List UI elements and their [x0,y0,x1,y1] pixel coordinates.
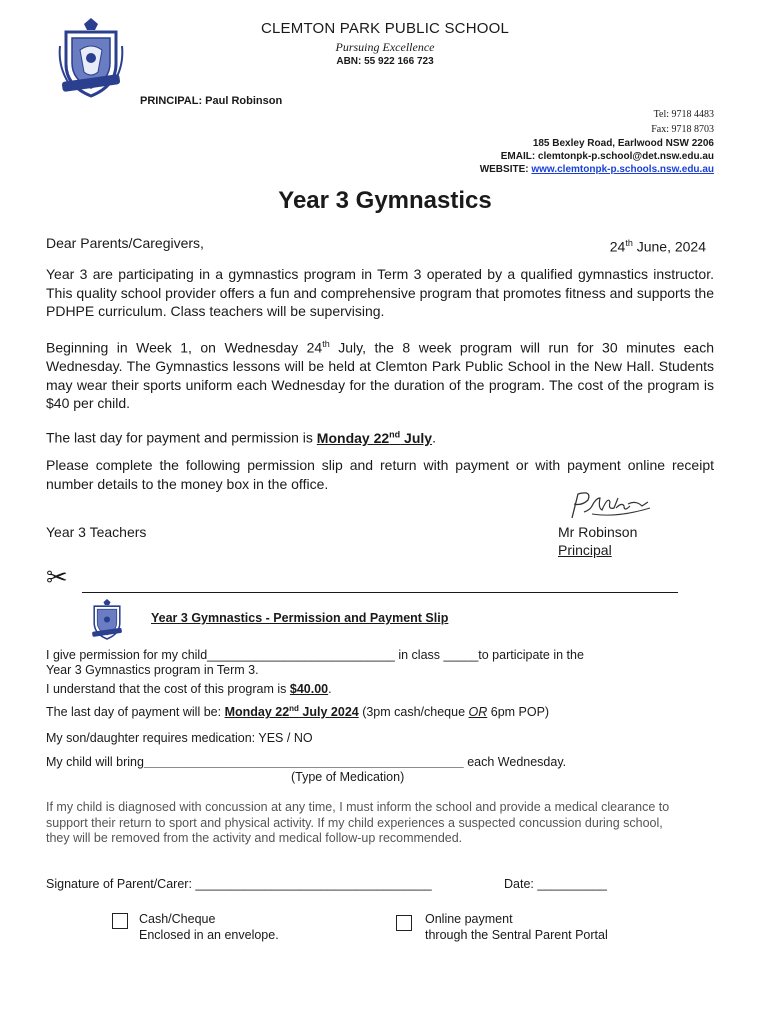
contact-address: 185 Bexley Road, Earlwood NSW 2206 [532,138,714,149]
slip-program-line: Year 3 Gymnastics program in Term 3. [46,663,259,677]
paragraph-instructions: Please complete the following permission slip and return with payment or with payment online receipt number details to the money box in the office. [46,457,714,492]
letter-title: Year 3 Gymnastics [278,187,492,214]
website-label: WEBSITE: [479,164,532,175]
cash-cheque-option: Cash/Cheque Enclosed in an envelope. [139,912,279,942]
letter-date: 24th June, 2024 [609,238,706,255]
principal-signature [562,488,654,522]
online-payment-checkbox[interactable] [396,915,412,931]
signoff-principal-name: Mr Robinson [558,524,638,540]
signature-field[interactable]: __________________________________ [195,877,432,891]
date-field[interactable]: __________ [537,877,607,891]
slip-title: Year 3 Gymnastics - Permission and Payment Slip [151,611,449,625]
contact-website [480,164,714,175]
medication-bring-line: My child will bring______________________________________________ each Wednesday. [46,755,567,769]
class-field[interactable]: _____ [443,648,479,662]
contact-fax: Fax: 9718 8703 [651,124,714,135]
concussion-notice: If my child is diagnosed with concussion at any time, I must inform the school and provide a medical clearance to support their return to sport and physical activity. If my child experiences a suspected concussion during school, they will be removed from the activity and medical follow-up recommended. [46,800,670,845]
slip-permission-line: I give permission for my child___________________________ in class _____to participate in the [46,648,584,662]
cut-line [82,592,678,593]
greeting: Dear Parents/Caregivers, [46,235,204,251]
school-motto: Pursuing Excellence [335,40,435,54]
slip-cost-line: I understand that the cost of this program is $40.00. [46,682,332,696]
signoff-principal-role: Principal [558,542,612,558]
scissors-icon: ✂ [46,563,68,593]
online-payment-option: Online payment through the Sentral Parent Portal [425,912,608,942]
principal-name: PRINCIPAL: Paul Robinson [140,95,283,107]
cash-cheque-checkbox[interactable] [112,913,128,929]
medication-question: My son/daughter requires medication: YES / NO [46,731,313,745]
medication-field[interactable]: ______________________________________________ [143,755,464,769]
signature-line: Signature of Parent/Carer: __________________________________ [46,877,432,891]
slip-deadline-line: The last day of payment will be: Monday 22nd July 2024 (3pm cash/cheque OR 6pm POP) [46,704,550,720]
contact-tel: Tel: 9718 4483 [653,109,714,120]
child-name-field[interactable]: ___________________________ [207,648,395,662]
date-line: Date: __________ [504,877,607,891]
paragraph-schedule: Beginning in Week 1, on Wednesday 24th July, the 8 week program will run for 30 minutes each Wednesday. The Gymnastics lessons will be held at Clemton Park Public School in the New Hall. Students may wear their sports uniform each Wednesday for the duration of the program. The cost of the program is $40 per child. [46,339,714,412]
school-name: CLEMTON PARK PUBLIC SCHOOL [260,20,510,37]
school-abn: ABN: 55 922 166 723 [336,56,434,67]
signoff-teachers: Year 3 Teachers [46,524,147,540]
contact-email: EMAIL: clemtonpk-p.school@det.nsw.edu.au [500,151,714,162]
school-crest-small [90,598,124,640]
website-link[interactable]: www.clemtonpk-p.schools.nsw.edu.au [531,164,714,175]
paragraph-deadline: The last day for payment and permission is Monday 22nd July. [46,429,436,446]
paragraph-intro: Year 3 are participating in a gymnastics program in Term 3 operated by a qualified gymnastics instructor. This quality school provider offers a fun and comprehensive program that promotes fitness and supports the PDHPE curriculum. Class teachers will be supervising. [46,266,714,319]
medication-type-label: (Type of Medication) [291,770,405,784]
